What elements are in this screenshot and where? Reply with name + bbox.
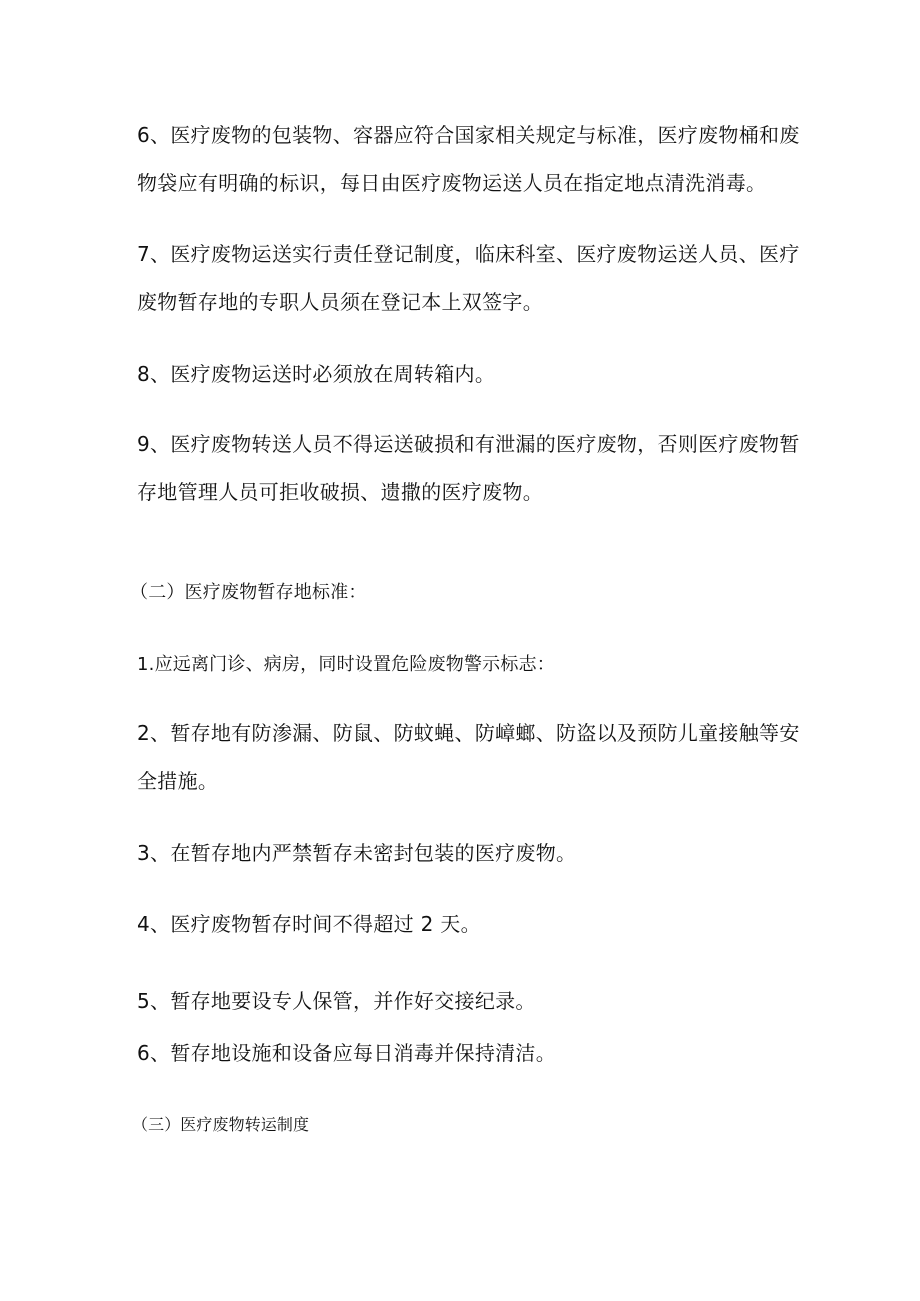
section-2-item-1: 1.应远离门诊、病房，同时设置危险废物警示标志： bbox=[137, 654, 555, 675]
section-2-item-4: 4、医疗废物暂存时间不得超过 2 天。 bbox=[137, 912, 481, 936]
section-2-item-5: 5、暂存地要设专人保管，并作好交接纪录。 bbox=[137, 989, 536, 1013]
item-6-line-1: 6、医疗废物的包装物、容器应符合国家相关规定与标准，医疗废物桶和废 bbox=[137, 123, 800, 147]
item-7-line-2: 废物暂存地的专职人员须在登记本上双签字。 bbox=[137, 290, 543, 314]
section-3-heading: （三）医疗废物转运制度 bbox=[132, 1115, 310, 1134]
section-2-item-2-line-2: 全措施。 bbox=[137, 769, 219, 793]
section-2-heading: （二）医疗废物暂存地标准： bbox=[130, 582, 367, 603]
item-9-line-1: 9、医疗废物转送人员不得运送破损和有泄漏的医疗废物，否则医疗废物暂 bbox=[137, 432, 800, 456]
section-2-item-6: 6、暂存地设施和设备应每日消毒并保持清洁。 bbox=[137, 1041, 557, 1065]
section-2-item-2-line-1: 2、暂存地有防渗漏、防鼠、防蚊蝇、防嶂螂、防盗以及预防儿童接触等安 bbox=[137, 721, 800, 745]
item-7-line-1: 7、医疗废物运送实行责任登记制度，临床科室、医疗废物运送人员、医疗 bbox=[137, 242, 800, 266]
item-8-line-1: 8、医疗废物运送时必须放在周转箱内。 bbox=[137, 362, 496, 386]
item-9-line-2: 存地管理人员可拒收破损、遗撒的医疗废物。 bbox=[137, 480, 543, 504]
section-2-item-3: 3、在暂存地内严禁暂存未密封包装的医疗废物。 bbox=[137, 841, 577, 865]
item-6-line-2: 物袋应有明确的标识，每日由医疗废物运送人员在指定地点清洗消毒。 bbox=[137, 171, 767, 195]
